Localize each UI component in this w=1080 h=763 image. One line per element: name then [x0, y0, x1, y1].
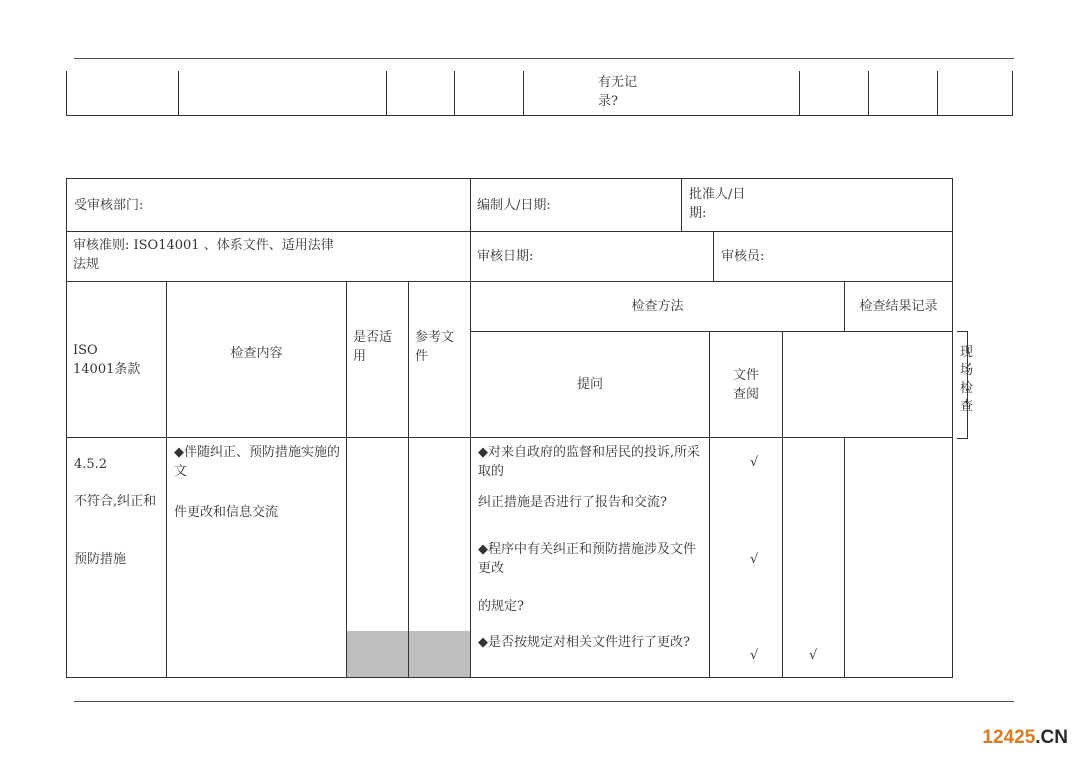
onsite-cell — [783, 438, 845, 678]
fragment-cell — [869, 71, 938, 116]
doc-review-header-cell — [710, 332, 783, 438]
approver-date-label: 批准人/日期: — [689, 187, 746, 221]
question-header-cell — [471, 332, 710, 438]
doc-review-header: 文件查阅 — [732, 367, 759, 402]
top-rule — [74, 58, 1014, 59]
audit-date-cell — [471, 232, 845, 282]
watermark-suffix: .CN — [1035, 727, 1068, 748]
applicable-cell — [347, 438, 409, 678]
result-header: 检查结果记录 — [859, 299, 938, 314]
result-header-cell — [845, 282, 953, 332]
content-header: 检查内容 — [230, 346, 283, 361]
content-header-cell — [167, 282, 347, 438]
doc-review-check-1: √ — [750, 455, 759, 470]
auditor-cell — [845, 232, 953, 282]
fragment-question-text: 有无记录? — [598, 75, 638, 109]
audit-criteria-cell — [67, 232, 471, 282]
auditor-label: 审核员: — [721, 249, 765, 264]
inner-divider — [713, 232, 714, 281]
content-text-part1: ◆伴随纠正、预防措施实施的文 — [174, 445, 340, 479]
editor-date-cell — [471, 179, 845, 232]
fragment-cell — [387, 71, 455, 116]
question-2-part2: 的规定? — [478, 599, 524, 614]
result-cell — [845, 438, 953, 678]
applicable-header: 是否适用 — [353, 329, 393, 364]
doc-review-cell — [710, 438, 783, 678]
approver-date-cell — [845, 179, 953, 232]
fragment-cell — [179, 71, 387, 116]
fragment-cell — [455, 71, 524, 116]
question-2-part1: ◆程序中有关纠正和预防措施涉及文件更改 — [478, 542, 696, 576]
reference-header: 参考文件 — [415, 329, 455, 364]
clause-number: 4.5.2 — [74, 457, 108, 472]
audit-date-label: 审核日期: — [477, 249, 534, 264]
clause-header-cell — [67, 282, 167, 438]
reference-header-cell — [409, 282, 471, 438]
clause-title-part1: 不符合,纠正和 — [74, 494, 157, 509]
onsite-check-3: √ — [809, 648, 818, 663]
audited-department-label: 受审核部门: — [74, 198, 144, 213]
watermark-logo — [982, 727, 1068, 749]
fragment-cell — [800, 71, 869, 116]
doc-review-check-3: √ — [750, 648, 759, 663]
shaded-block — [409, 631, 470, 677]
clause-cell — [67, 438, 167, 678]
fragment-cell — [67, 71, 179, 116]
question-1-part1: ◆对来自政府的监督和居民的投诉,所采取的 — [478, 445, 701, 479]
clause-header: ISO 14001条款 — [73, 342, 141, 377]
onsite-header-cell — [783, 332, 953, 438]
audit-criteria-label: 审核准则: ISO14001 、体系文件、适用法律法规 — [73, 238, 334, 272]
reference-cell — [409, 438, 471, 678]
question-3-part1: ◆是否按规定对相关文件进行了更改? — [478, 635, 690, 650]
content-cell — [167, 438, 347, 678]
editor-date-label: 编制人/日期: — [477, 198, 551, 213]
fragment-cell — [938, 71, 1013, 116]
onsite-check-header-partial — [957, 331, 974, 439]
method-header: 检查方法 — [631, 299, 684, 314]
bottom-rule — [74, 701, 1014, 702]
watermark-number: 12425 — [982, 727, 1036, 748]
content-text-part2: 件更改和信息交流 — [174, 505, 279, 520]
audit-checklist-table — [66, 178, 953, 678]
doc-review-check-2: √ — [750, 552, 759, 567]
applicable-header-cell — [347, 282, 409, 438]
question-cell — [471, 438, 710, 678]
onsite-check-header: 现场检查 — [960, 345, 974, 414]
previous-table-fragment — [66, 71, 1013, 116]
shaded-block — [347, 631, 408, 677]
clause-title-part2: 预防措施 — [74, 552, 127, 567]
audited-department-cell — [67, 179, 471, 232]
question-1-part2: 纠正措施是否进行了报告和交流? — [478, 495, 667, 510]
method-header-cell — [471, 282, 845, 332]
question-header: 提问 — [576, 377, 603, 392]
inner-divider — [681, 179, 682, 231]
fragment-question-cell — [524, 71, 800, 116]
